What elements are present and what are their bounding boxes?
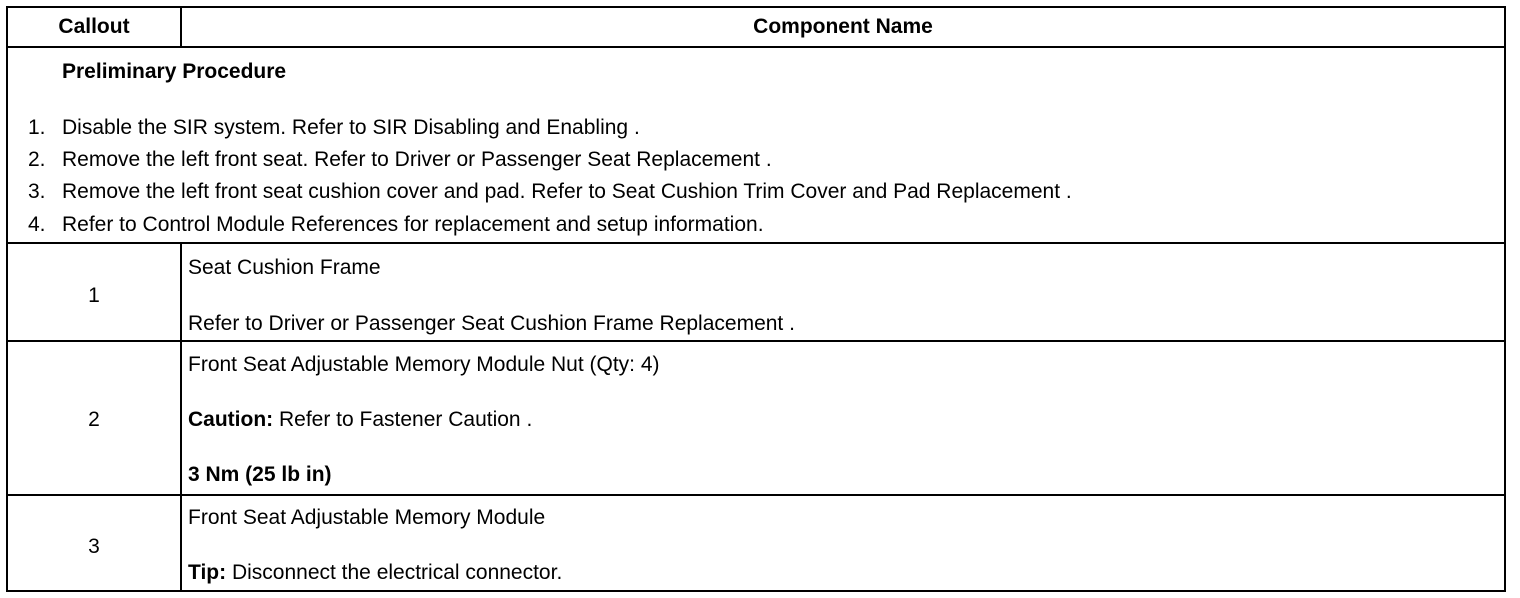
caution-label: Caution: — [188, 408, 274, 431]
caution-line — [188, 408, 532, 432]
component-note: Refer to Driver or Passenger Seat Cushion Frame Replacement . — [188, 312, 795, 335]
torque-spec: 3 Nm (25 lb in) — [188, 463, 332, 486]
row-rule — [8, 340, 1504, 342]
component-name: Front Seat Adjustable Memory Module — [188, 506, 546, 529]
preliminary-title: Preliminary Procedure — [62, 60, 287, 83]
component-name: Front Seat Adjustable Memory Module Nut (Qty: 4) — [188, 353, 660, 376]
preliminary-step — [28, 213, 764, 237]
tip-label: Tip: — [188, 561, 227, 584]
row-rule — [8, 494, 1504, 496]
callout-number: 3 — [88, 535, 100, 558]
step-number: 1. — [28, 116, 46, 139]
step-text: Disable the SIR system. Refer to SIR Disabling and Enabling . — [62, 116, 640, 139]
caution-text: Refer to Fastener Caution . — [273, 408, 533, 431]
step-text: Remove the left front seat cushion cover and pad. Refer to Seat Cushion Trim Cover and Pad Replacement . — [62, 180, 1072, 203]
tip-text: Disconnect the electrical connector. — [226, 561, 563, 584]
preliminary-step — [28, 116, 640, 140]
header-divider — [180, 8, 182, 46]
row-rule — [8, 242, 1504, 244]
column-divider — [180, 496, 182, 590]
procedure-table — [6, 6, 1506, 592]
step-text: Remove the left front seat. Refer to Driver or Passenger Seat Replacement . — [62, 148, 772, 171]
tip-line — [188, 561, 562, 585]
preliminary-step — [28, 148, 772, 172]
component-name: Seat Cushion Frame — [188, 256, 381, 279]
callout-number: 1 — [88, 284, 100, 307]
header-bottom-rule — [8, 46, 1504, 48]
step-text: Refer to Control Module References for replacement and setup information. — [62, 213, 764, 236]
header-component-name: Component Name — [753, 15, 933, 38]
preliminary-step — [28, 180, 1072, 204]
header-callout: Callout — [58, 15, 130, 38]
step-number: 4. — [28, 213, 46, 236]
callout-number: 2 — [88, 408, 100, 431]
column-divider — [180, 244, 182, 340]
column-divider — [180, 342, 182, 494]
step-number: 3. — [28, 180, 46, 203]
step-number: 2. — [28, 148, 46, 171]
